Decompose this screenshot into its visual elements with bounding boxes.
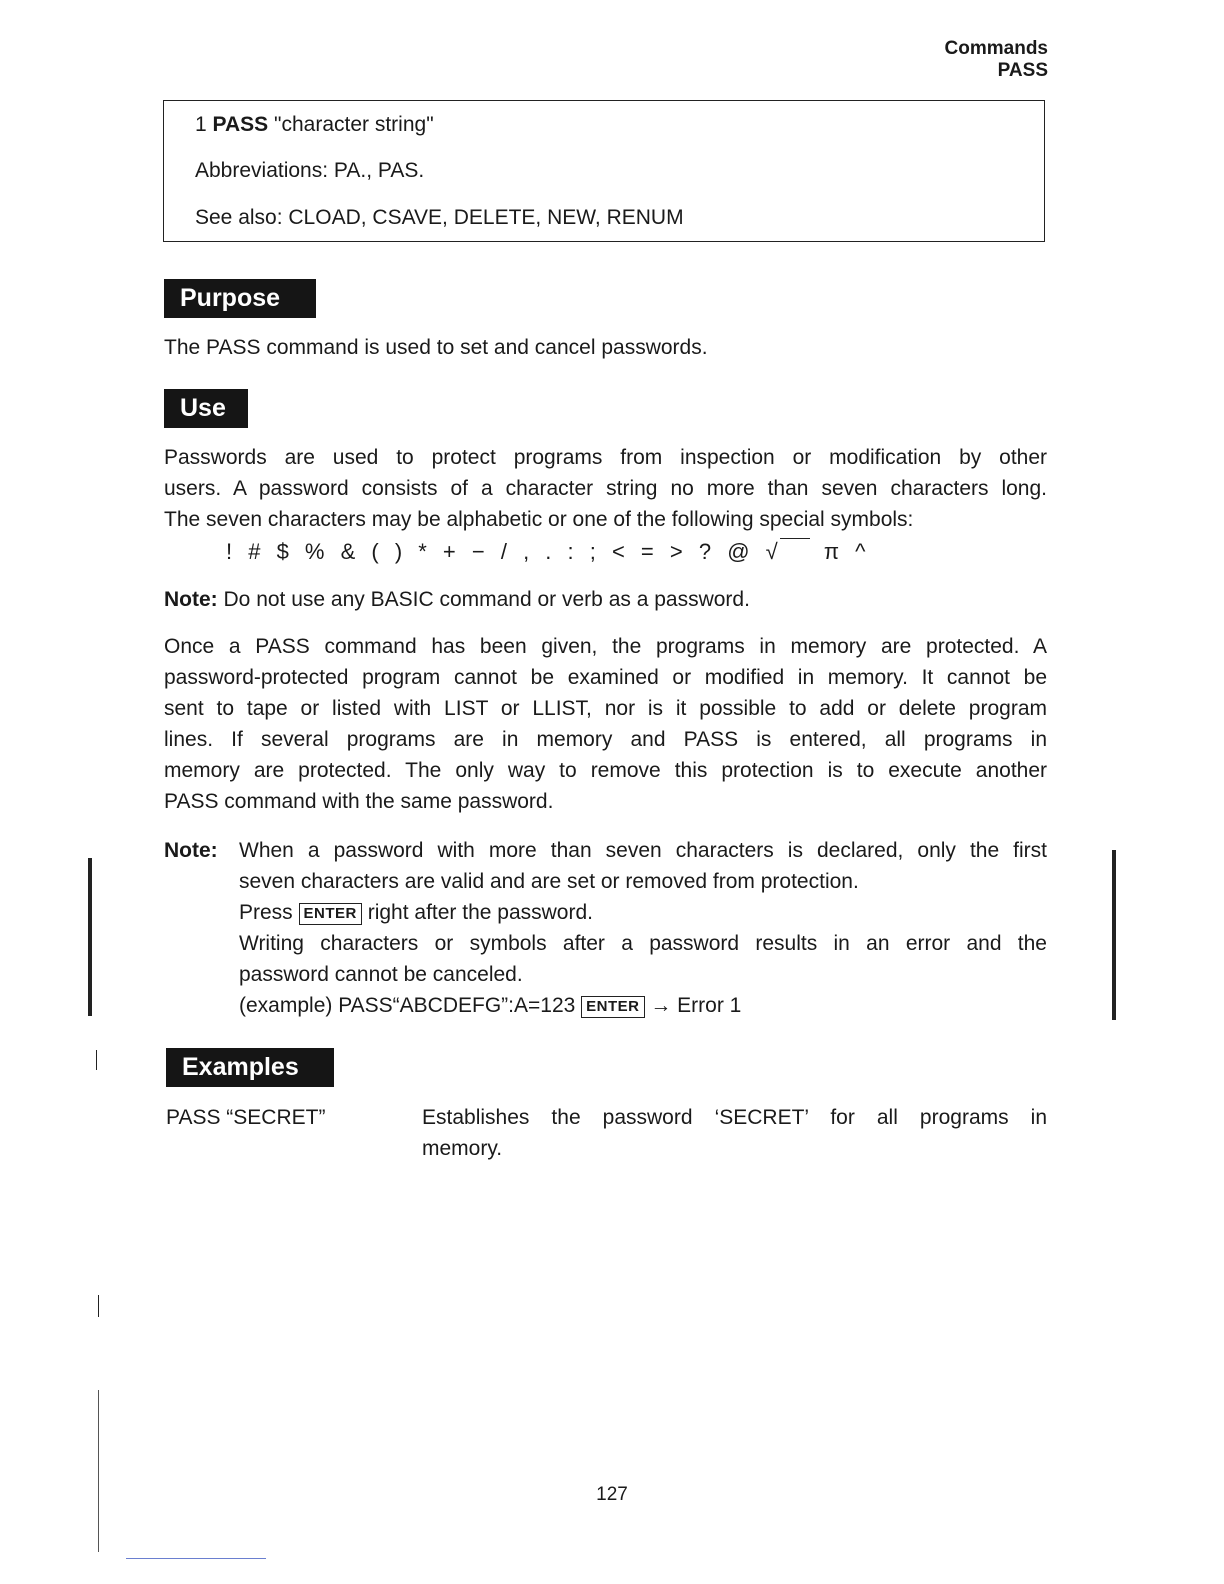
text-line: password cannot be canceled. xyxy=(239,963,523,986)
header-command-name: PASS xyxy=(997,60,1048,81)
text-line: PASS command with the same password. xyxy=(164,790,554,813)
text-line: password-protected program cannot be examined or modified in memory. It cannot be xyxy=(164,666,1047,689)
example-result: → Error 1 xyxy=(650,994,742,1017)
syntax-keyword: PASS xyxy=(212,113,269,136)
press-label: Press xyxy=(239,901,293,924)
syntax-number: 1 xyxy=(195,113,207,136)
example-description xyxy=(422,1102,1047,1164)
text-line: lines. If several programs are in memory and PASS is entered, all programs in xyxy=(164,728,1047,751)
examples-heading: Examples xyxy=(166,1048,334,1087)
scan-artifact-left xyxy=(88,858,92,1016)
text-line: When a password with more than seven characters is declared, only the first xyxy=(239,839,1047,862)
abbreviations: Abbreviations: PA., PAS. xyxy=(195,159,425,182)
see-also: See also: CLOAD, CSAVE, DELETE, NEW, RENUM xyxy=(195,206,684,229)
example-code: PASS “SECRET” xyxy=(166,1106,326,1129)
enter-key: ENTER xyxy=(299,903,362,925)
header-section-title: Commands xyxy=(944,38,1048,59)
text-line: Establishes the password ‘SECRET’ for all programs in xyxy=(422,1106,1047,1129)
syntax-argument: "character string" xyxy=(274,113,434,136)
text-line: Passwords are used to protect programs from inspection or modification by other xyxy=(164,446,1047,469)
scan-artifact-right xyxy=(1112,850,1116,1020)
scan-artifact-left xyxy=(96,1050,97,1070)
syntax-box xyxy=(163,100,1045,242)
use-paragraph-1 xyxy=(164,442,1047,535)
note-2 xyxy=(239,835,1047,1021)
text-line: Once a PASS command has been given, the programs in memory are protected. A xyxy=(164,635,1047,658)
text-line: memory are protected. The only way to remove this protection is to execute another xyxy=(164,759,1047,782)
text-line: users. A password consists of a character string no more than seven characters long. xyxy=(164,477,1047,500)
scan-artifact-left xyxy=(98,1295,99,1317)
enter-key: ENTER xyxy=(581,996,644,1018)
page-number: 127 xyxy=(596,1484,628,1505)
special-symbols xyxy=(226,538,868,565)
use-heading: Use xyxy=(164,389,248,428)
sqrt-bar xyxy=(780,538,810,551)
press-suffix: right after the password. xyxy=(367,901,593,924)
purpose-heading: Purpose xyxy=(164,279,316,318)
text-line: sent to tape or listed with LIST or LLIST, nor is it possible to add or delete program xyxy=(164,697,1047,720)
note-label: Note: xyxy=(164,588,218,611)
page-header xyxy=(945,38,1048,82)
purpose-text: The PASS command is used to set and cancel passwords. xyxy=(164,336,708,359)
use-paragraph-2 xyxy=(164,631,1047,817)
note-label: Note: xyxy=(164,839,218,862)
sqrt-glyph: √ xyxy=(765,539,780,564)
syntax-line xyxy=(195,113,434,137)
text-line: The seven characters may be alphabetic or one of the following special symbols: xyxy=(164,508,914,531)
example-code: (example) PASS“ABCDEFG”:A=123 xyxy=(239,994,576,1017)
sqrt-symbol xyxy=(766,538,810,565)
example-line xyxy=(239,990,1047,1021)
footer-rule xyxy=(126,1558,266,1559)
text-line: seven characters are valid and are set or removed from protection. xyxy=(239,870,859,893)
symbols-list-end: π ^ xyxy=(823,539,868,564)
symbols-list: ! # $ % & ( ) * + − / , . : ; < = > ? @ xyxy=(226,539,752,564)
note-text: Do not use any BASIC command or verb as a password. xyxy=(223,588,750,611)
text-line xyxy=(239,897,1047,928)
text-line: memory. xyxy=(422,1137,503,1160)
scan-artifact-left xyxy=(98,1390,99,1552)
text-line: Writing characters or symbols after a password results in an error and the xyxy=(239,932,1047,955)
note-1 xyxy=(164,584,750,615)
